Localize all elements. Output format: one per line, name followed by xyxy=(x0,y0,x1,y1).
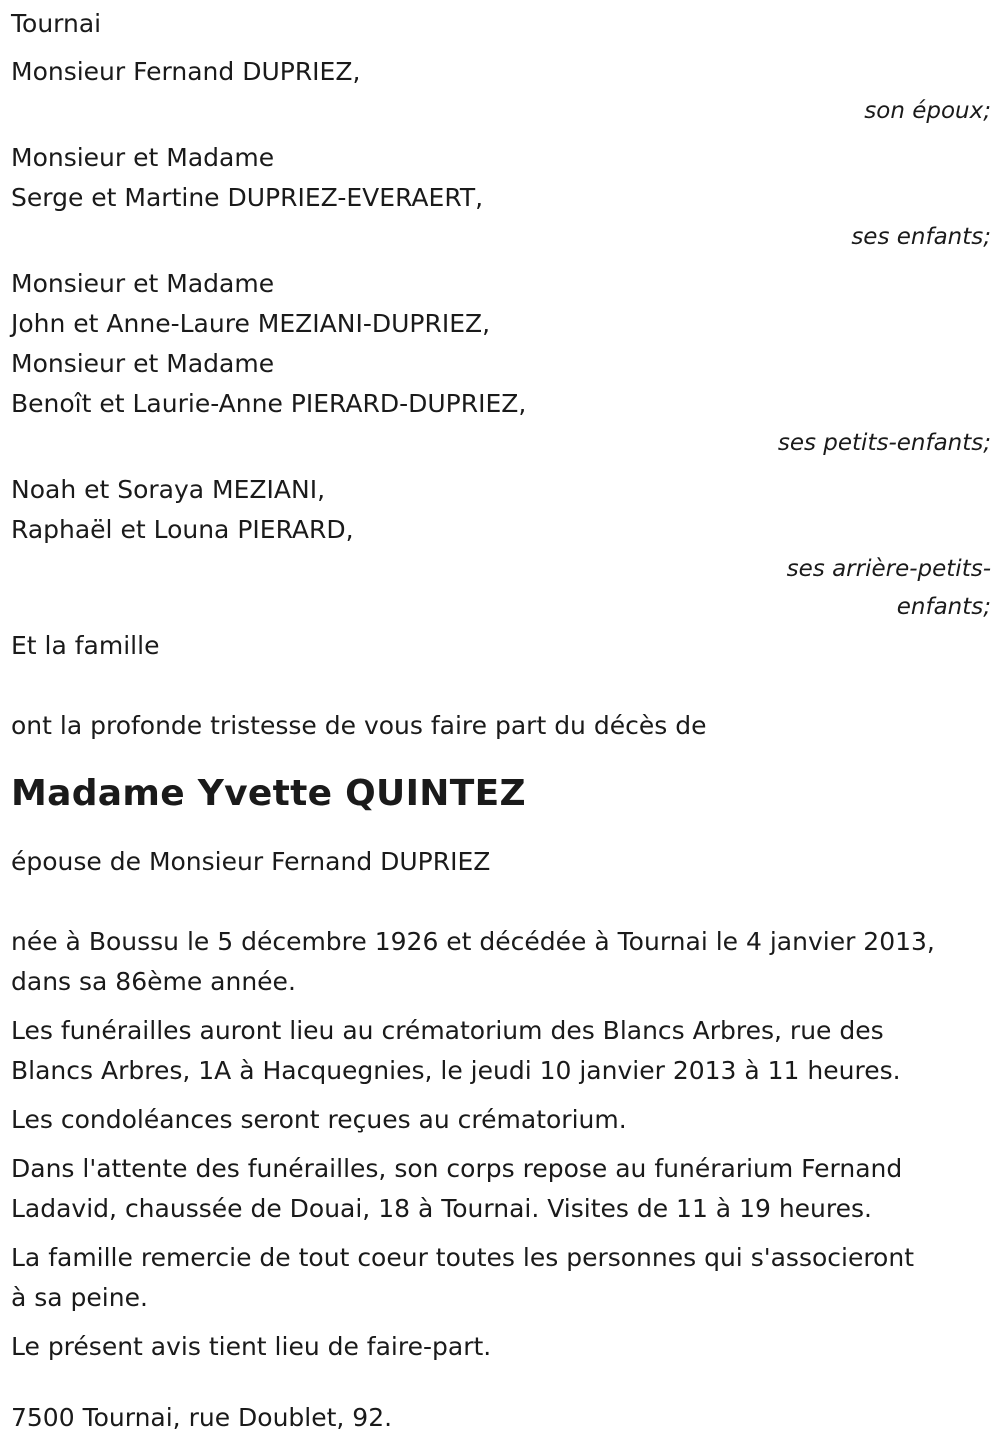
spouse-line: épouse de Monsieur Fernand DUPRIEZ xyxy=(11,847,491,876)
family-group-spouse xyxy=(11,52,991,130)
deceased-name: Madame Yvette QUINTEZ xyxy=(11,773,526,814)
family-relation: enfants; xyxy=(896,594,991,620)
paragraph-line: dans sa 86ème année. xyxy=(11,967,296,996)
family-group-great-grandchildren xyxy=(11,470,991,626)
paragraph-line: Dans l'attente des funérailles, son corps repose au funérarium Fernand xyxy=(11,1154,903,1183)
paragraph-line: Les condoléances seront reçues au crématorium. xyxy=(11,1105,627,1134)
funeral-paragraph xyxy=(11,1011,991,1091)
family-name-line: Serge et Martine DUPRIEZ-EVERAERT, xyxy=(11,183,484,212)
notice-paragraph xyxy=(11,1327,991,1367)
paragraph-line: Le présent avis tient lieu de faire-part. xyxy=(11,1332,492,1361)
family-name-line: Monsieur et Madame xyxy=(11,269,275,298)
paragraph-line: Blancs Arbres, 1A à Hacquegnies, le jeudi 10 janvier 2013 à 11 heures. xyxy=(11,1056,901,1085)
paragraph-line: à sa peine. xyxy=(11,1283,148,1312)
family-closing: Et la famille xyxy=(11,631,160,660)
family-name-line: Noah et Soraya MEZIANI, xyxy=(11,475,326,504)
family-relation: ses petits-enfants; xyxy=(777,430,991,456)
family-group-grandchildren xyxy=(11,264,991,462)
city-heading: Tournai xyxy=(11,9,102,38)
family-relation: ses enfants; xyxy=(851,224,991,250)
birth-death-paragraph xyxy=(11,922,991,1002)
paragraph-line: Ladavid, chaussée de Douai, 18 à Tournai. Visites de 11 à 19 heures. xyxy=(11,1194,872,1223)
obituary-notice xyxy=(11,4,991,1438)
funerarium-paragraph xyxy=(11,1149,991,1229)
family-name-line: Monsieur et Madame xyxy=(11,349,275,378)
condolences-paragraph xyxy=(11,1100,991,1140)
family-group-children xyxy=(11,138,991,256)
family-name-line: Monsieur et Madame xyxy=(11,143,275,172)
family-name-line: Monsieur Fernand DUPRIEZ, xyxy=(11,57,361,86)
family-relation: son époux; xyxy=(864,98,991,124)
thanks-paragraph xyxy=(11,1238,991,1318)
announcement-text: ont la profonde tristesse de vous faire part du décès de xyxy=(11,711,707,740)
paragraph-line: née à Boussu le 5 décembre 1926 et décédée à Tournai le 4 janvier 2013, xyxy=(11,927,935,956)
paragraph-line: Les funérailles auront lieu au crématorium des Blancs Arbres, rue des xyxy=(11,1016,884,1045)
family-name-line: Benoît et Laurie-Anne PIERARD-DUPRIEZ, xyxy=(11,389,527,418)
family-name-line: Raphaël et Louna PIERARD, xyxy=(11,515,354,544)
address-line: 7500 Tournai, rue Doublet, 92. xyxy=(11,1403,393,1432)
family-relation: ses arrière-petits- xyxy=(786,556,991,582)
paragraph-line: La famille remercie de tout coeur toutes les personnes qui s'associeront xyxy=(11,1243,915,1272)
family-name-line: John et Anne-Laure MEZIANI-DUPRIEZ, xyxy=(11,309,491,338)
